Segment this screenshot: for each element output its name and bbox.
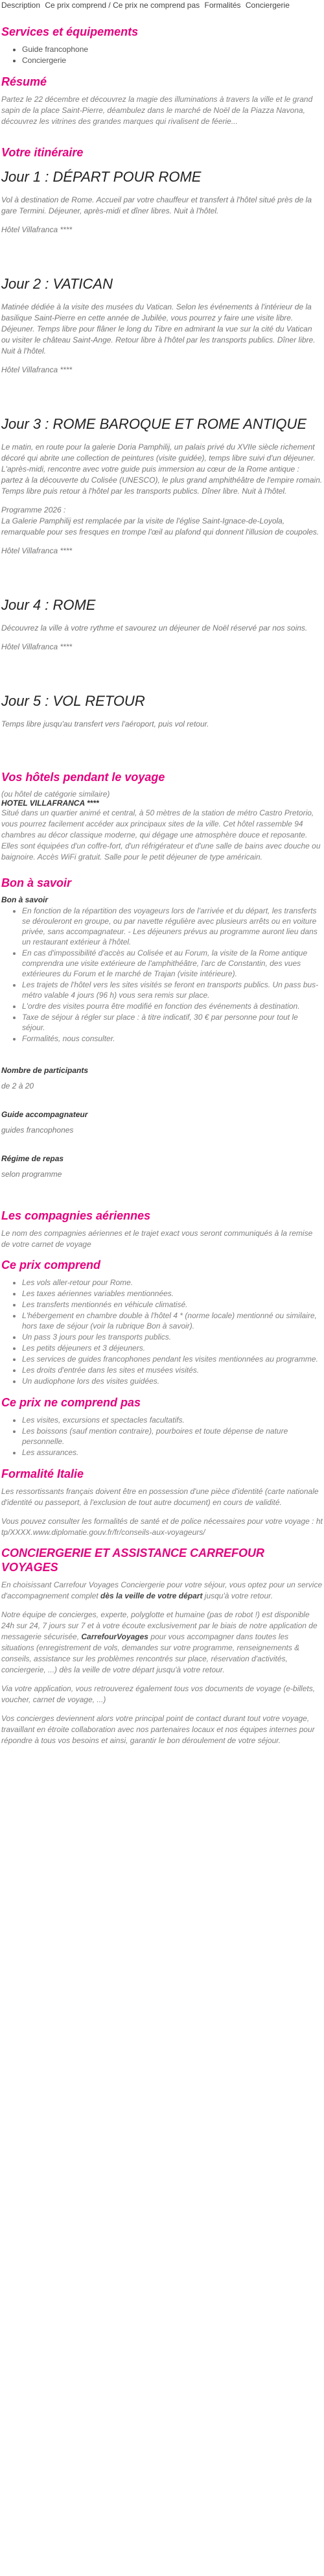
formalities-text-1: Les ressortissants français doivent être en possession d'une pièce d'identité (carte nationale d'identité ou passeport, à l'exclusion de tout autre document) en cours de validité. xyxy=(1,1487,319,1507)
hotel-description: Situé dans un quartier animé et central, à 50 mètres de la station de métro Castro Pretorio, vous pourrez facilement accéder aux principaux sites de la ville. Cet hôtel rassemble 94 chambres au décor classique moderne, qui dégage une atmosphère douce et reposante. Elles sont équipées d'un coffre-fort, d'un réfrigérateur et d'une salle de bains avec douche ou baignoire. Accès WiFi gratuit. Salle pour le petit déjeuner de type américain. xyxy=(1,808,321,861)
concierge-text-bold: dès la veille de votre départ xyxy=(100,1591,203,1600)
day-title: Jour 5 : VOL RETOUR xyxy=(1,693,145,709)
concierge-app-name: CarrefourVoyages xyxy=(81,1632,148,1641)
day-text: Le matin, en route pour la galerie Doria Pamphilij, un palais privé du XVIIe siècle richement décoré qui abrite une collection de peintures (visite guidée), temps libre suivi d'un déjeuner. L'après-midi, rencontre avec votre guide puis immersion au cœur de la Rome antique : partez à la découverte du Colisée (UNESCO), le plus grand amphithéâtre de l'empire romain. Temps libre puis retour à l'hôtel par les transports publics. Dîner libre. Nuit à l'hôtel. xyxy=(1,442,323,496)
list-item: • Formalités, nous consulter. xyxy=(22,1033,323,1044)
services-title: Services et équipements xyxy=(1,25,139,38)
list-item: • Les taxes aériennes variables mentionnées. xyxy=(22,1288,323,1299)
list-item: • L'hébergement en chambre double à l'hôtel 4 * (norme locale) mentionné ou similaire, hors taxe de séjour (voir la rubrique Bon à savoir). xyxy=(22,1310,323,1331)
concierge-text-part: Notre équipe de concierges, experte, polyglotte et humaine (pas de robot !) est disponible 24h sur 24, 7 jours sur 7 et à votre écoute exclusivement par le biais de notre application de messagerie sécurisée, xyxy=(1,1610,318,1641)
list-item: • En cas d'impossibilité d'accès au Colisée et au Forum, la visite de la Rome antique comprendra une visite extérieure de l'amphithéâtre, l'arc de Constantin, des vues extérieures du Forum et le marché de Trajan (visite intérieure). xyxy=(22,948,323,979)
day-text: Découvrez la ville à votre rythme et savourez un déjeuner de Noël réservé par nos soins. xyxy=(1,623,308,632)
day-hotel: Hôtel Villafranca **** xyxy=(1,642,73,651)
list-item: • Les boissons (sauf mention contraire), pourboires et toute dépense de nature personnelle. xyxy=(22,1426,323,1447)
day-2 xyxy=(1,276,323,376)
participants-value: de 2 à 20 xyxy=(1,1081,34,1090)
tab-bar xyxy=(1,0,323,10)
day-5 xyxy=(1,693,323,730)
formalities-text-2: Vous pouvez consulter les formalités de santé et de police nécessaires pour votre voyage : http/XXXX.www.diplomatie.gouv.fr/fr/conseils-aux-voyageurs/ xyxy=(1,1517,323,1537)
list-item: • Les trajets de l'hôtel vers les sites visités se feront en transports publics. Un pass bus-métro valable 4 jours (96 h) vous sera remis sur place. xyxy=(22,980,323,1000)
formalities-title: Formalité Italie xyxy=(1,1467,84,1480)
airlines-title: Les compagnies aériennes xyxy=(1,1209,151,1222)
list-item: • Guide francophone xyxy=(22,44,323,54)
concierge-text-part: jusqu'à votre retour. xyxy=(202,1591,273,1600)
includes-title: Ce prix comprend xyxy=(1,1258,101,1271)
hotels-title: Vos hôtels pendant le voyage xyxy=(1,771,165,784)
concierge-text-1 xyxy=(1,1580,323,1602)
concierge-text-part: pour vous accompagner dans toutes les situations (enregistrement de vols, demandes sur votre programme, renseignements & conseils, assistance sur les problèmes rencontrés sur place, réservation d'activités, conciergerie, ...) dès la veille de votre départ jusqu'à votre retour. xyxy=(1,1632,300,1674)
list-item: • Taxe de séjour à régler sur place : à titre indicatif, 30 € par personne pour tout le séjour. xyxy=(22,1012,323,1033)
good-to-know-subtitle: Bon à savoir xyxy=(1,895,49,904)
day-title: Jour 1 : DÉPART POUR ROME xyxy=(1,169,202,185)
list-item: • Les petits déjeuners et 3 déjeuners. xyxy=(22,1343,323,1353)
list-item: • En fonction de la répartition des voyageurs lors de l'arrivée et du départ, les transferts se dérouleront en groupe, ou par navette régulière avec plusieurs arrêts ou en voiture privée, sans accompagnateur. - Les déjeuners prévus au programme auront lieu dans un restaurant extérieur à l'hôtel. xyxy=(22,906,323,947)
itinerary-title: Votre itinéraire xyxy=(1,146,84,159)
guide-value: guides francophones xyxy=(1,1125,74,1135)
good-to-know-title: Bon à savoir xyxy=(1,876,72,889)
hotel-name: HOTEL VILLAFRANCA **** xyxy=(1,799,99,808)
includes-list xyxy=(1,1277,323,1386)
list-item: • Les assurances. xyxy=(22,1447,323,1458)
list-item: • Les vols aller-retour pour Rome. xyxy=(22,1277,323,1288)
excludes-list xyxy=(1,1415,323,1458)
list-item: • L'ordre des visites pourra être modifié en fonction des événements à destination. xyxy=(22,1001,323,1011)
list-item: • Les services de guides francophones pendant les visites mentionnées au programme. xyxy=(22,1354,323,1364)
hotels-note: (ou hôtel de catégorie similaire) xyxy=(1,789,110,799)
day-3 xyxy=(1,416,323,557)
list-item: • Un audiophone lors des visites guidées. xyxy=(22,1376,323,1386)
day-text: Vol à destination de Rome. Accueil par votre chauffeur et transfert à l'hôtel situé près de la gare Termini. Déjeuner, après-midi et dîner libres. Nuit à l'hôtel. xyxy=(1,195,312,215)
list-item: • Un pass 3 jours pour les transports publics. xyxy=(22,1332,323,1342)
day-text: Matinée dédiée à la visite des musées du Vatican. Selon les événements à l'intérieur de la basilique Saint-Pierre en cette année de Jubilée, vous pourrez y faire une visite libre. Déjeuner. Temps libre pour flâner le long du Tibre en admirant la vue sur la cité du Vatican ou visiter le château Saint-Ange. Retour libre à l'hôtel par les transports publics. Dîner libre. Nuit à l'hôtel. xyxy=(1,302,316,355)
meals-value: selon programme xyxy=(1,1170,62,1179)
day-title: Jour 3 : ROME BAROQUE ET ROME ANTIQUE xyxy=(1,416,307,432)
day-text: Programme 2026 : La Galerie Pamphilij est remplacée par la visite de l'église Saint-Ignace-de-Loyola, remarquable pour ses fresques en trompe l'œil au plafond qui donnent l'illusion de coupoles. xyxy=(1,505,319,536)
list-item: • Les transferts mentionnés en véhicule climatisé. xyxy=(22,1299,323,1310)
tab-formalities[interactable]: Formalités xyxy=(204,1,241,10)
list-item: • Conciergerie xyxy=(22,55,323,66)
concierge-text-3: Via votre application, vous retrouverez également tous vos documents de voyage (e-billets, voucher, carnet de voyage, ...) xyxy=(1,1684,316,1704)
good-to-know-list xyxy=(1,906,323,1044)
day-4 xyxy=(1,597,323,653)
day-title: Jour 4 : ROME xyxy=(1,597,96,613)
guide-label: Guide accompagnateur xyxy=(1,1110,88,1119)
meals-label: Régime de repas xyxy=(1,1154,64,1163)
concierge-text-4: Vos concierges deviennent alors votre principal point de contact durant tout votre voyage, travaillant en étroite collaboration avec nos partenaires locaux et nos équipes internes pour répondre à tous vos besoins et ainsi, garantir le bon déroulement de votre séjour. xyxy=(1,1714,315,1745)
day-text: Temps libre jusqu'au transfert vers l'aéroport, puis vol retour. xyxy=(1,719,209,728)
day-1 xyxy=(1,169,323,235)
tab-price[interactable]: Ce prix comprend / Ce prix ne comprend pas xyxy=(45,1,200,10)
tab-concierge[interactable]: Conciergerie xyxy=(245,1,290,10)
day-hotel: Hôtel Villafranca **** xyxy=(1,546,73,555)
airlines-text: Le nom des compagnies aériennes et le trajet exact vous seront communiqués à la remise de votre carnet de voyage xyxy=(1,1229,313,1249)
resume-text: Partez le 22 décembre et découvrez la magie des illuminations à travers la ville et le grand sapin de la place Saint-Pierre, déambulez dans le marché de Noël de la Piazza Navona, découvrez les vitrines des grandes marques qui rivalisent de féerie... xyxy=(1,95,313,126)
day-title: Jour 2 : VATICAN xyxy=(1,276,113,292)
list-item: • Les visites, excursions et spectacles facultatifs. xyxy=(22,1415,323,1425)
concierge-text-2 xyxy=(1,1609,323,1676)
concierge-text-part: En choisissant Carrefour Voyages Conciergerie pour votre séjour, vous optez pour un service d'accompagnement complet xyxy=(1,1580,323,1600)
participants-label: Nombre de participants xyxy=(1,1066,89,1075)
services-list xyxy=(1,44,323,66)
resume-title: Résumé xyxy=(1,75,47,88)
concierge-title: CONCIERGERIE ET ASSISTANCE CARREFOUR VOYAGES xyxy=(1,1547,265,1574)
day-hotel: Hôtel Villafranca **** xyxy=(1,225,73,234)
list-item: • Les droits d'entrée dans les sites et musées visités. xyxy=(22,1365,323,1375)
day-hotel: Hôtel Villafranca **** xyxy=(1,365,73,374)
tab-description[interactable]: Description xyxy=(1,1,41,10)
excludes-title: Ce prix ne comprend pas xyxy=(1,1396,141,1409)
